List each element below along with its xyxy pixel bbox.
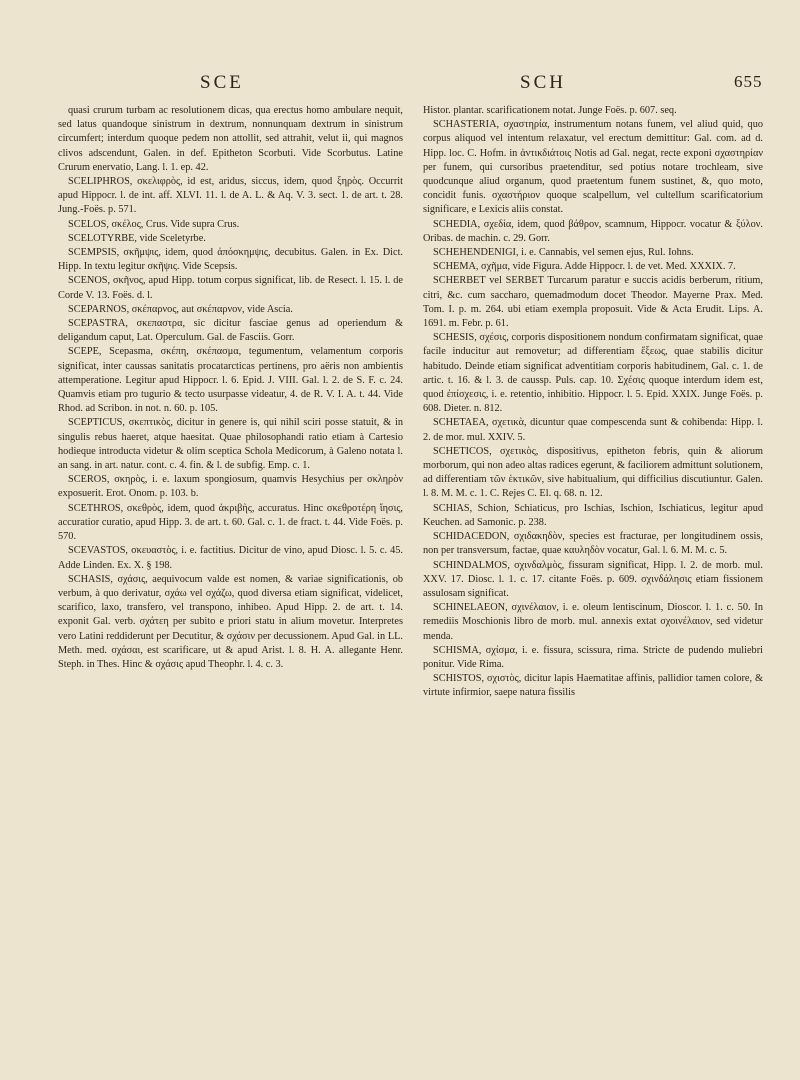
dictionary-entry: SCEPASTRA, σκεπαστρα, sic dicitur fasciae genus ad operiendum & deligandum caput, Lat. Operculum. Gal. de Fasciis. Gorr. <box>58 318 403 344</box>
dictionary-entry: SCHIDACEDON, σχιδακηδὸν, species est fracturae, per longitudinem ossis, non per transversum, factae, quae καυληδὸν vocatur, Gal. l. 6. M. M. c. 5. <box>423 531 763 557</box>
dictionary-entry: SCHERBET vel SERBET Turcarum paratur e succis acidis berberum, ritium, citri, &c. cum saccharo, quemadmodum docet Theodor. Mayerne Prax. Med. Tom. I. p. m. 264. ubi etiam exempla proposuit. Vide & Acta Erudit. Lips. A. 1691. m. Febr. p. 61. <box>423 275 763 330</box>
dictionary-entry: SCHASTERIA, σχαστηρία, instrumentum notans funem, vel aliud quid, quo corpus aliquod vel intentum relaxatur, vel erectum demittitur: Gal. com. ad d. Hipp. loc. C. Hofm. in ἀντικδιάτοις Notis ad Gal. negat, recte exponi σχαστηρίαν per funem, qui cursoribus praetenditur, sed potius notare trochleam, sive quodcunque aliud organum, quod praetentum funem sustinet, &, quo moto, concidit funis. σχαστήριον quoque scalpellum, vel cultellum scarificatorium significare, e Lexicis aliis constat. <box>423 119 763 216</box>
header-right-guide-word: SCH <box>520 72 566 93</box>
dictionary-entry: SCELOS, σκέλος, Crus. Vide supra Crus. <box>68 218 240 230</box>
dictionary-entry: SCEVASTOS, σκευαστὸς, i. e. factitius. Dicitur de vino, apud Diosc. l. 5. c. 45. Adde Linden. Ex. X. § 198. <box>58 545 403 571</box>
running-header <box>0 72 800 98</box>
dictionary-entry: SCHEDIA, σχεδία, idem, quod βάθρον, scamnum, Hippocr. vocatur & ξύλον. Oribas. de machin. c. 29. Gorr. <box>423 218 763 244</box>
dictionary-entry: SCHINDALMOS, σχινδαλμὸς, fissuram significat, Hipp. l. 2. de morb. mul. XXV. 17. Diosc. l. 1. c. 17. citante Foës. p. 609. σχινδάλησις etiam fissionem assulosam significat. <box>423 559 763 599</box>
right-column <box>423 104 763 701</box>
left-column <box>58 104 403 672</box>
dictionary-entry: Histor. plantar. scarificationem notat. Junge Foës. p. 607. seq. <box>423 105 677 116</box>
dictionary-entry: SCHISTOS, σχιστὸς, dicitur lapis Haematitae affinis, pallidior tamen colore, & virtute infirmior, saepe natura fissilis <box>423 673 763 699</box>
dictionary-entry: SCHEMA, σχῆμα, vide Figura. Adde Hippocr. l. de vet. Med. XXXIX. 7. <box>433 261 736 273</box>
dictionary-entry: SCHETICOS, σχετικὸς, dispositivus, epitheton febris, quin & aliorum morborum, qui non adeo altas radices egerunt, & faciliorem admittunt solutionem, ad differentiam τῶν ἑκτικῶν, sive habitualium, qui difficilius discutiuntur. Galen. l. 8. M. M. c. 1. C. Rejes C. El. q. 68. n. 12. <box>423 445 763 500</box>
dictionary-entry: SCEMPSIS, σκῆμψις, idem, quod ἀπόσκημψις, decubitus. Galen. in Ex. Dict. Hipp. In textu legitur σκῆψις. Vide Scepsis. <box>58 247 403 273</box>
dictionary-entry: SCELOTYRBE, vide Sceletyrbe. <box>68 232 206 244</box>
page-number: 655 <box>734 72 763 91</box>
header-left-guide-word: SCE <box>200 72 244 93</box>
dictionary-entry: SCENOS, σκῆνος, apud Hipp. totum corpus significat, lib. de Resect. l. 15. l. de Corde V. 13. Foës. d. l. <box>58 275 403 301</box>
dictionary-entry: SCHASIS, σχάσις, aequivocum valde est nomen, & variae significationis, ob verbum, à quo derivatur, σχάω vel σχάζω, quod diversa etiam significat, videlicet, scarifico, laxo, transfero, vel transpono, inhibeo. Apud Hipp. 2. de art. t. 14. exponit Gal. verb. σχάτεη per subito e priori statu in alium movetur. Interpretes vero Latini reddiderunt per Decutitur, & σχάσιν per decussionem. Apud Gal. in LL. Meth. med. σχάσαι, est scarificare, ut & apud Arist. l. 8. H. A. allegante Henr. Steph. in Thes. Hinc & σχάσις apud Theophr. l. 4. c. 3. <box>58 573 403 670</box>
dictionary-entry: SCEPTICUS, σκεπτικὸς, dicitur in genere is, qui nihil sciri posse statuit, & in singulis rebus haeret, atque haesitat. Quae philosophandi ratio etiam à Cartesio hodieque introducta videtur & olim sceptica Schola Medicorum, à Galeno notata l. an sang. in art. natur. cont. c. 4. fin. & l. de subfig. Emp. c. 1. <box>58 417 403 472</box>
dictionary-entry: SCHETAEA, σχετικὰ, dicuntur quae compescenda sunt & cohibenda: Hipp. l. 2. de mor. mul. XXIV. 5. <box>423 417 763 443</box>
dictionary-entry: SCHISMA, σχίσμα, i. e. fissura, scissura, rima. Stricte de pudendo muliebri ponitur. Vide Rima. <box>423 644 763 670</box>
dictionary-entry: SCHINELAEON, σχινέλαιον, i. e. oleum lentiscinum, Dioscor. l. 1. c. 50. In remediis Moschionis libro de morb. mul. annexis extat σχοινέλαιον, sed videtur menda. <box>423 602 763 642</box>
dictionary-entry: SCETHROS, σκεθρὸς, idem, quod ἀκριβὴς, accuratus. Hinc σκεθροτέρη ἴησις, accuratior curatio, apud Hipp. 3. de art. t. 60. Gal. c. 1. de fract. t. 44. Vide Foës. p. 570. <box>58 502 403 543</box>
dictionary-entry: SCEROS, σκηρὸς, i. e. laxum spongiosum, quamvis Hesychius per σκληρὸν exposuerit. Erot. Onom. p. 103. b. <box>58 474 403 500</box>
dictionary-entry: SCEPARNOS, σκέπαρνος, aut σκέπαρνον, vide Ascia. <box>68 303 293 315</box>
dictionary-entry: SCHESIS, σχέσις, corporis dispositionem nondum confirmatam significat, quae facile inducitur aut removetur; ad differentiam ἕξεως, quae stabilis dicitur habitudo. Deinde etiam significat adventitiam corporis habitudinem, Gal. c. 1. de artic. t. 16. & l. 3. de caussp. Puls. cap. 10. Σχέσις quoque interdum idem est, quod ἐπίσχεσις, i. e. retentio, inhibitio. Hippocr. l. 5. Epid. XXIX. Junge Foës. p. 608. Dieter. n. 812. <box>423 332 763 415</box>
dictionary-entry: SCHEHENDENIGI, i. e. Cannabis, vel semen ejus, Rul. Iohns. <box>433 247 694 259</box>
dictionary-entry: quasi crurum turbam ac resolutionem dicas, qua erectus homo ambulare nequit, sed latus quandoque sinistrum in dextrum, nonnunquam dextrum in sinistrum circumfert; interdum quoque pedem non attollit, sed attrahit, velut ii, qui magnos clivos adscendunt, Galen. in def. Epitheton Scorbuti. Vide Scorbutus. Latine Crurum enervatio, Lang. l. 1. ep. 42. <box>58 105 403 173</box>
dictionary-entry: SCELIPHROS, σκελιφρὸς, id est, aridus, siccus, idem, quod ξηρὸς. Occurrit apud Hippocr. l. de int. aff. XLVI. 11. l. de A. L. & Aq. V. 3. sect. 1. de art. t. 28. Jung.-Foës. p. 571. <box>58 176 403 216</box>
dictionary-entry: SCHIAS, Schion, Schiaticus, pro Ischias, Ischion, Ischiaticus, legitur apud Keuchen. ad Samonic. p. 238. <box>423 502 763 528</box>
dictionary-entry: SCEPE, Scepasma, σκέπη, σκέπασμα, tegumentum, velamentum corporis significat, inter caussas sanitatis procatarcticas pertinens, pro aëris non ambientis attemperatione. Legitur apud Hippocr. l. 6. Epid. J. VIII. Gal. l. 2. de S. F. c. 24. Quamvis etiam pro tugurio & tecto usurpasse videatur, 4. de R. V. I. A. t. 44. Vide Rhod. ad Scribon. in not. n. 60. p. 105. <box>58 346 403 415</box>
